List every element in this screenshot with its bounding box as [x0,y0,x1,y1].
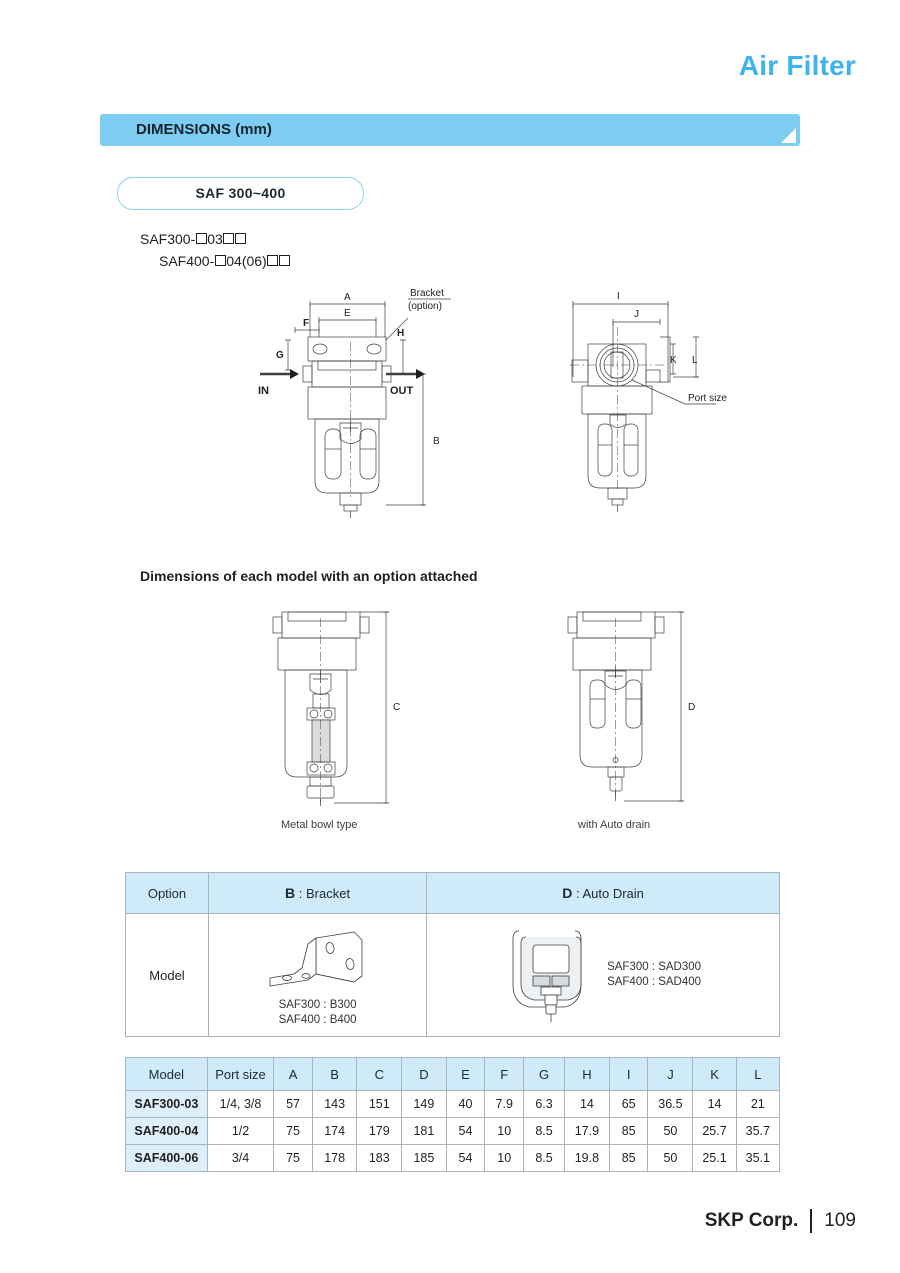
option-section-heading-text: Dimensions of each model with an option attached [140,568,478,584]
dim-cell-c: 151 [357,1091,402,1118]
dimensions-table-row [126,1091,780,1118]
dim-col-header-j: J [648,1058,693,1091]
auto-drain-drawing [550,598,710,813]
dim-label-C: C [393,702,401,713]
dim-cell-j: 50 [648,1145,693,1172]
option-table [125,872,780,1037]
corner-fold-decoration [781,128,796,143]
auto-drain-illustration [505,923,597,1028]
dim-row-model: SAF300-03 [126,1091,208,1118]
sep: : [295,886,306,901]
dim-cell-port-size: 1/4, 3/8 [207,1091,274,1118]
option-row-label: Model [126,914,209,1037]
section-header-label: DIMENSIONS (mm) [136,121,272,138]
bracket-label-line1: Bracket [410,288,444,299]
dim-col-header-g: G [524,1058,565,1091]
drain-code: D [562,885,573,901]
bracket-name: Bracket [306,886,351,901]
dim-col-header-e: E [446,1058,485,1091]
metal-bowl-caption: Metal bowl type [281,819,358,831]
placeholder-box-icon [267,255,278,266]
model-code-2-mid: 04(06) [226,253,267,269]
dim-col-header-f: F [485,1058,524,1091]
dim-col-header-k: K [693,1058,736,1091]
bracket-label-line2: (option) [408,301,442,312]
dim-cell-e: 54 [446,1118,485,1145]
dim-cell-c: 183 [357,1145,402,1172]
dim-cell-c: 179 [357,1118,402,1145]
series-pill-label: SAF 300~400 [195,185,286,201]
outlet-label: OUT [390,385,414,397]
dim-label-I: I [617,291,620,302]
dim-row-model: SAF400-04 [126,1118,208,1145]
bracket-model-labels [279,998,357,1028]
dim-label-D: D [688,702,696,713]
dim-col-header-b: B [312,1058,357,1091]
dimensions-table-row [126,1145,780,1172]
dim-cell-d: 181 [402,1118,447,1145]
dim-label-L: L [692,355,698,366]
footer-divider [810,1209,812,1233]
option-table-row [126,914,780,1037]
series-pill [117,177,364,210]
model-code-line-2 [159,250,291,272]
drain-model-1: SAF300 : SAD300 [607,961,702,973]
front-view-drawing [240,282,480,542]
placeholder-box-icon [196,233,207,244]
dim-col-header-d: D [402,1058,447,1091]
company-name: SKP Corp. [704,1210,799,1231]
dim-cell-port-size: 3/4 [207,1145,274,1172]
bracket-model-1: SAF300 : B300 [278,999,357,1011]
drain-header-cell [427,873,780,914]
model-code-2-prefix: SAF400- [159,253,215,269]
dim-cell-i: 85 [609,1118,648,1145]
page-footer [705,1209,856,1233]
dimensions-table-row [126,1118,780,1145]
page-number: 109 [824,1210,856,1231]
dim-label-G: G [276,350,284,361]
dim-cell-a: 57 [274,1091,313,1118]
dim-col-header-l: L [736,1058,779,1091]
dim-cell-e: 40 [446,1091,485,1118]
bracket-figure-cell [209,914,427,1037]
dimensions-table-header-row [126,1058,780,1091]
dim-cell-k: 25.7 [693,1118,736,1145]
dim-cell-i: 65 [609,1091,648,1118]
dim-label-F: F [303,318,310,329]
side-view-drawing [540,282,790,542]
bracket-illustration [258,928,378,998]
dim-cell-b: 174 [312,1118,357,1145]
dim-col-header-port-size: Port size [207,1058,274,1091]
option-section-heading [140,568,478,584]
option-table-header-row [126,873,780,914]
dim-cell-j: 50 [648,1118,693,1145]
dim-cell-d: 185 [402,1145,447,1172]
dim-cell-a: 75 [274,1145,313,1172]
page-title: Air Filter [738,50,856,81]
dim-cell-port-size: 1/2 [207,1118,274,1145]
dim-label-K: K [670,355,677,366]
dim-cell-f: 10 [485,1145,524,1172]
dim-cell-l: 35.1 [736,1145,779,1172]
dim-cell-b: 178 [312,1145,357,1172]
dimensions-table [125,1057,780,1172]
dim-col-header-model: Model [126,1058,208,1091]
dim-row-model: SAF400-06 [126,1145,208,1172]
dim-cell-g: 6.3 [524,1091,565,1118]
drain-model-2: SAF400 : SAD400 [607,976,702,988]
dim-cell-k: 25.1 [693,1145,736,1172]
inlet-label: IN [258,385,269,397]
model-code-1-prefix: SAF300- [140,231,196,247]
drain-figure-cell [427,914,780,1037]
dim-cell-f: 7.9 [485,1091,524,1118]
placeholder-box-icon [235,233,246,244]
dim-cell-h: 19.8 [564,1145,609,1172]
dim-cell-j: 36.5 [648,1091,693,1118]
option-header-cell: Option [126,873,209,914]
dim-cell-g: 8.5 [524,1118,565,1145]
dim-cell-h: 17.9 [564,1118,609,1145]
dim-cell-f: 10 [485,1118,524,1145]
dim-cell-k: 14 [693,1091,736,1118]
dim-cell-e: 54 [446,1145,485,1172]
bracket-header-cell [209,873,427,914]
model-code-1-mid: 03 [207,231,223,247]
sep: : [572,886,583,901]
metal-bowl-drawing [255,598,415,813]
dim-label-E: E [344,308,351,319]
placeholder-box-icon [279,255,290,266]
model-code-line-1 [140,228,291,250]
dim-col-header-h: H [564,1058,609,1091]
port-size-label: Port size [688,393,727,404]
drain-model-labels [607,960,701,990]
bracket-model-2: SAF400 : B400 [278,1014,357,1026]
dim-col-header-a: A [274,1058,313,1091]
dim-cell-i: 85 [609,1145,648,1172]
dim-cell-h: 14 [564,1091,609,1118]
drain-name: Auto Drain [582,886,644,901]
dim-cell-d: 149 [402,1091,447,1118]
dim-cell-g: 8.5 [524,1145,565,1172]
model-code-list [140,228,291,272]
dim-label-A: A [344,292,351,303]
dim-label-H: H [397,328,405,339]
bracket-code: B [285,885,296,901]
dim-cell-l: 35.7 [736,1118,779,1145]
dim-label-B: B [433,436,440,447]
dim-col-header-i: I [609,1058,648,1091]
dim-col-header-c: C [357,1058,402,1091]
dim-cell-b: 143 [312,1091,357,1118]
section-header-bar [100,114,800,146]
dimensions-table-body [126,1091,780,1172]
dim-label-J: J [634,309,639,320]
dim-cell-a: 75 [274,1118,313,1145]
placeholder-box-icon [223,233,234,244]
auto-drain-caption: with Auto drain [578,819,651,831]
dim-cell-l: 21 [736,1091,779,1118]
placeholder-box-icon [215,255,226,266]
